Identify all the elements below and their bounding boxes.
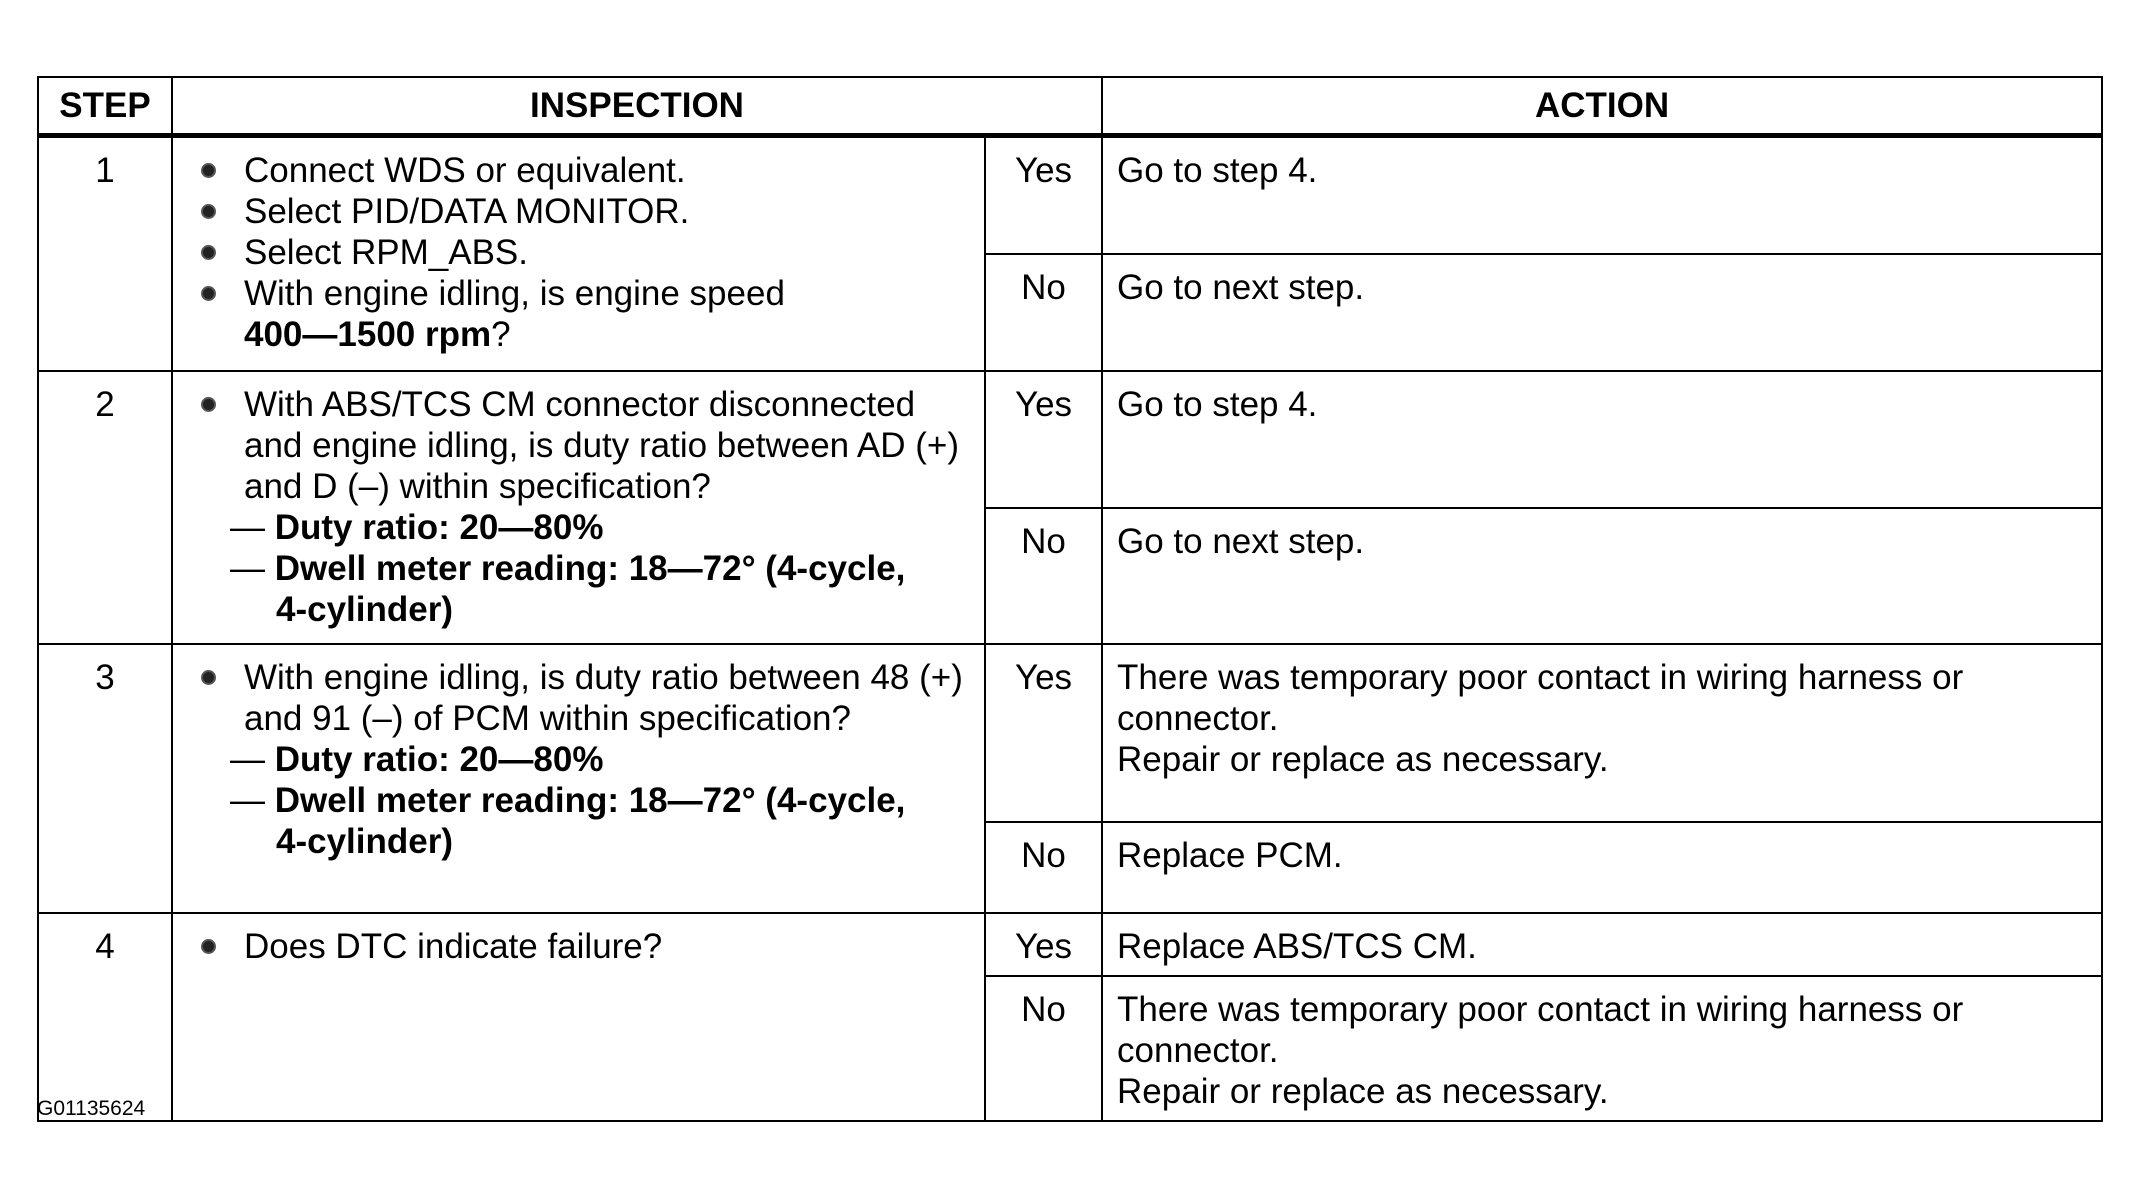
bullet-icon bbox=[201, 204, 216, 219]
bullet-icon bbox=[201, 245, 216, 260]
action-cell: There was temporary poor contact in wiring harness or connector. Repair or replace as necessary. bbox=[1102, 976, 2102, 1121]
step-number: 3 bbox=[38, 644, 172, 913]
bullet-icon bbox=[201, 939, 216, 954]
list-item: Does DTC indicate failure? bbox=[187, 926, 970, 967]
step-header: STEP bbox=[38, 77, 172, 136]
inspection-cell bbox=[172, 913, 985, 1121]
action-cell: Go to next step. bbox=[1102, 254, 2102, 371]
diagnostic-table bbox=[37, 76, 2103, 1122]
list-item: With engine idling, is duty ratio between 48 (+) and 91 (–) of PCM within specification? bbox=[187, 657, 970, 739]
inspection-cell bbox=[172, 371, 985, 644]
spec-value: 400—1500 rpm bbox=[244, 315, 492, 354]
table-row bbox=[38, 136, 2102, 255]
inspection-header: INSPECTION bbox=[172, 77, 1102, 136]
action-cell: Go to next step. bbox=[1102, 508, 2102, 644]
table-row bbox=[38, 371, 2102, 508]
no-label: No bbox=[985, 508, 1102, 644]
step-number: 4 bbox=[38, 913, 172, 1121]
list-item: Select PID/DATA MONITOR. bbox=[187, 191, 970, 232]
list-item: Select RPM_ABS. bbox=[187, 232, 970, 273]
bullet-icon bbox=[201, 163, 216, 178]
no-label: No bbox=[985, 254, 1102, 371]
list-item: With ABS/TCS CM connector disconnected and engine idling, is duty ratio between AD (+) and D (–) within specification? bbox=[187, 384, 970, 507]
action-cell: There was temporary poor contact in wiring harness or connector. Repair or replace as necessary. bbox=[1102, 644, 2102, 822]
list-item: Connect WDS or equivalent. bbox=[187, 150, 970, 191]
yes-label: Yes bbox=[985, 913, 1102, 976]
action-cell: Replace ABS/TCS CM. bbox=[1102, 913, 2102, 976]
step-number: 1 bbox=[38, 136, 172, 372]
action-header: ACTION bbox=[1102, 77, 2102, 136]
table-header-row bbox=[38, 77, 2102, 136]
no-label: No bbox=[985, 976, 1102, 1121]
table-row bbox=[38, 644, 2102, 822]
bullet-icon bbox=[201, 286, 216, 301]
spec-line: — Duty ratio: 20—80% bbox=[230, 508, 604, 547]
action-cell: Go to step 4. bbox=[1102, 136, 2102, 255]
bullet-icon bbox=[201, 397, 216, 412]
yes-label: Yes bbox=[985, 136, 1102, 255]
yes-label: Yes bbox=[985, 644, 1102, 822]
list-item: With engine idling, is engine speed 400—1500 rpm? bbox=[187, 273, 970, 355]
spec-line: — Dwell meter reading: 18—72° (4-cycle, 4-cylinder) bbox=[230, 781, 906, 861]
action-cell: Go to step 4. bbox=[1102, 371, 2102, 508]
bullet-icon bbox=[201, 670, 216, 685]
inspection-cell bbox=[172, 136, 985, 372]
no-label: No bbox=[985, 822, 1102, 913]
spec-line: — Dwell meter reading: 18—72° (4-cycle, 4-cylinder) bbox=[230, 549, 906, 629]
figure-caption: G01135624 bbox=[37, 1097, 146, 1120]
yes-label: Yes bbox=[985, 371, 1102, 508]
inspection-cell bbox=[172, 644, 985, 913]
table-row bbox=[38, 913, 2102, 976]
action-cell: Replace PCM. bbox=[1102, 822, 2102, 913]
spec-line: — Duty ratio: 20—80% bbox=[230, 740, 604, 779]
step-number: 2 bbox=[38, 371, 172, 644]
